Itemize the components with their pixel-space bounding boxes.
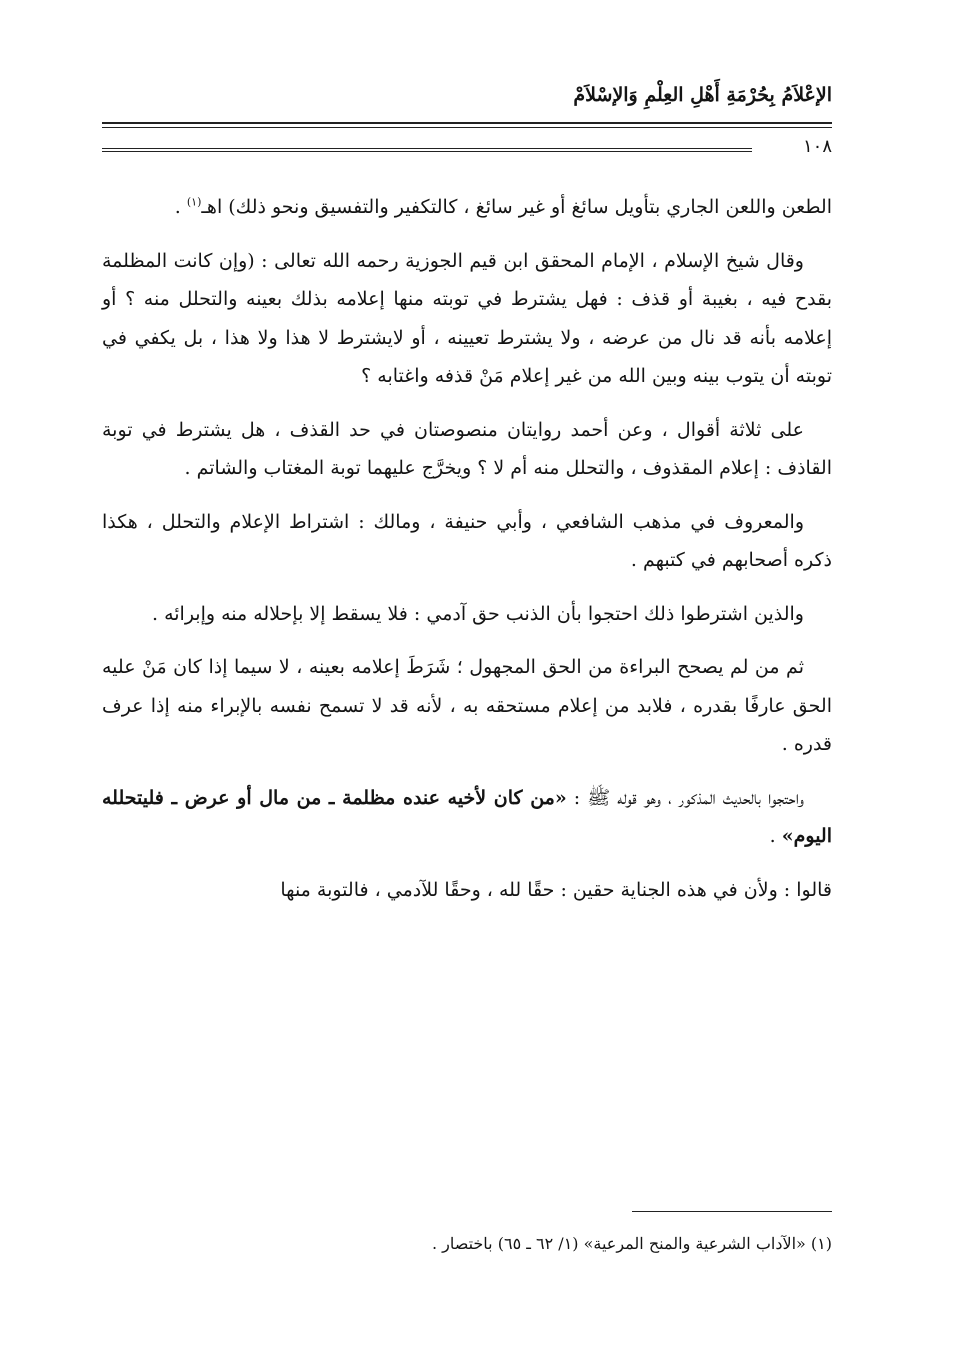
page-number-rule [102,148,752,152]
paragraph-3: على ثلاثة أقوال ، وعن أحمد روايتان منصوصتان في حد القذف ، هل يشترط في توبة القاذف : إعلام المقذوف ، والتحلل منه أم لا ؟ ويخرَّج عليهما توبة المغتاب والشاتم . [102,418,832,479]
paragraph-7-text: واحتجوا بالحديث المذكور ، وهو قوله ﷺ : [566,786,804,809]
paragraph-4: والمعروف في مذهب الشافعي ، وأبي حنيفة ، ومالك : اشتراط الإعلام والتحلل ، هكذا ذكره أصحابهم في كتبهم . [102,510,832,571]
running-title: الإعْلاَمُ بِحُرْمَةِ أَهْلِ العِلْمِ وَالإسْلاَمْ [573,84,832,106]
paragraph-8: قالوا : ولأن في هذه الجناية حقين : حقًا لله ، وحقًا للآدمي ، فالتوبة منها [280,878,832,901]
main-text [102,188,832,924]
paragraph-7-end: . [769,825,782,847]
paragraph-7 [102,779,832,856]
paragraph-1-end: . [174,196,187,218]
page-number: ١٠٨ [795,136,832,157]
paragraph-5: والذين اشترطوا ذلك احتجوا بأن الذنب حق آدمي : فلا يسقط إلا بإحلاله منه وإبرائه . [151,602,804,625]
footnote-ref: (١) [186,195,202,209]
hadith-quote: «من كان لأخيه عنده مظلمة ـ من مال أو عرض ـ فليتحلله اليوم» [102,786,832,847]
header-rule [102,122,832,128]
paragraph-1 [102,188,832,227]
paragraph-2: وقال شيخ الإسلام ، الإمام المحقق ابن قيم الجوزية رحمه الله تعالى : (وإن كانت المظلمة بقدح فيه ، بغيبة أو قذف : فهل يشترط في توبته منها إعلامه بذلك بعينه والتحلل منه ؟ أو إعلامه بأنه قد نال من عرضه ، ولا يشترط تعيينه ، أو لايشترط لا هذا ولا هذا ، بل يكفي في توبته أن يتوب بينه وبين الله من غير إعلام مَنْ قذفه واغتابه ؟ [102,249,832,387]
paragraph-1-text: الطعن واللعن الجاري بتأويل سائغ أو غير سائغ ، كالتكفير والتفسيق ونحو ذلك) اهـ [201,196,832,218]
page-header [102,80,832,170]
footnote-separator [632,1211,832,1212]
footnote: (١) «الآداب الشرعية والمنح المرعية» (١/ ٦٢ ـ ٦٥) باختصار . [431,1234,832,1253]
paragraph-6: ثم من لم يصحح البراءة من الحق المجهول ؛ شَرَطَ إعلامه بعينه ، لا سيما إذا كان مَنْ عليه الحق عارفًا بقدره ، فلابد من إعلام مستحقه به ، لأنه قد لا تسمح نفسه بالإبراء منه إذا عرف قدره . [102,656,832,755]
